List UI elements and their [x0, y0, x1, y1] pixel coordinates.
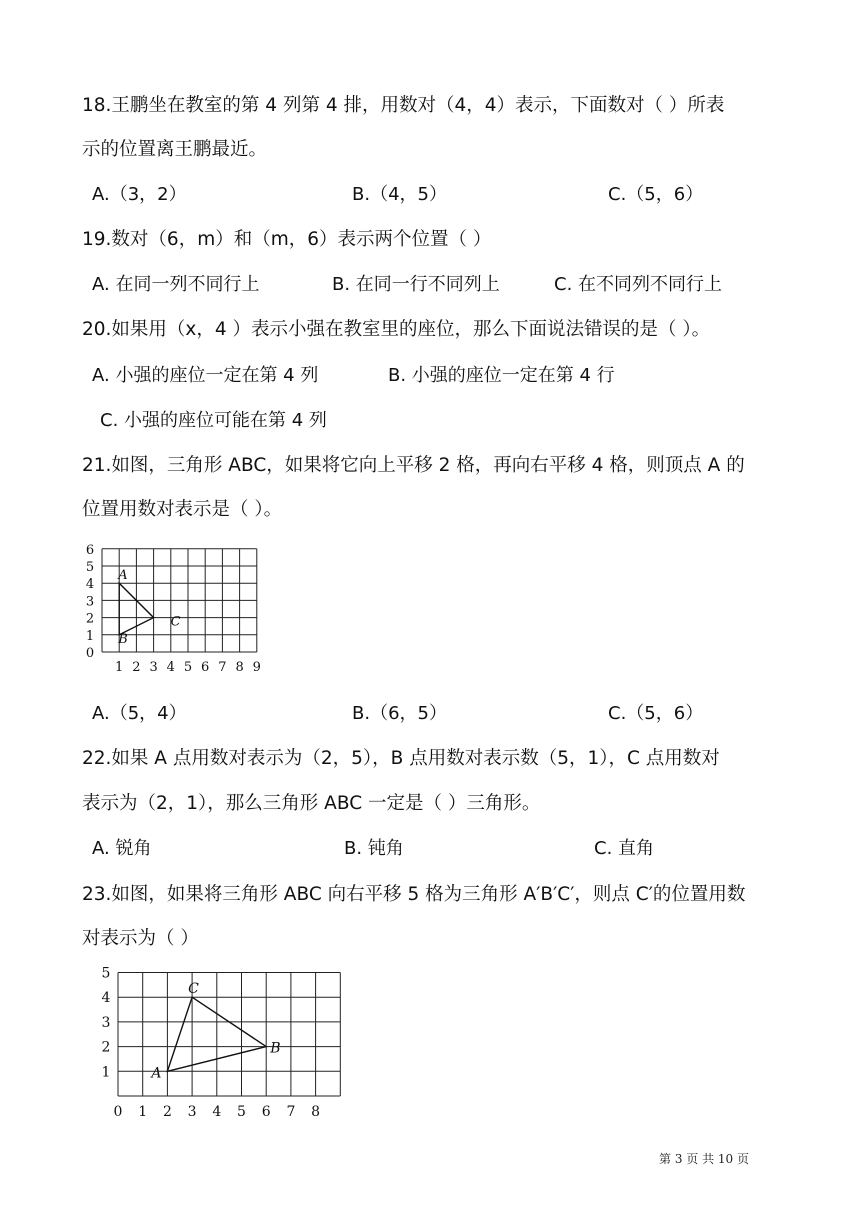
question-18-line-2: 示的位置离王鹏最近。: [82, 139, 268, 160]
question-20-option-c[interactable]: C. 小强的座位可能在第 4 列: [100, 410, 327, 431]
question-18-option-c[interactable]: C.（5，6）: [608, 184, 704, 205]
x-tick-label: 6: [261, 1104, 271, 1120]
x-tick-label: 2: [162, 1104, 172, 1120]
y-tick-label: 4: [85, 577, 95, 593]
vertex-label-c: C: [188, 981, 199, 998]
x-tick-label: 9: [252, 660, 261, 675]
x-tick-label: 4: [166, 660, 175, 675]
question-22-line-1: 22.如果 A 点用数对表示为（2，5），B 点用数对表示数（5，1），C 点用数对: [82, 748, 720, 769]
question-19-option-c[interactable]: C. 在不同列不同行上: [554, 274, 723, 295]
question-18-line-1: 18.王鹏坐在教室的第 4 列第 4 排，用数对（4，4）表示，下面数对（ ）所表: [82, 95, 725, 116]
question-20-option-a[interactable]: A. 小强的座位一定在第 4 列: [92, 365, 319, 386]
question-19-option-a[interactable]: A. 在同一列不同行上: [92, 274, 260, 295]
question-19-option-b[interactable]: B. 在同一行不同列上: [332, 274, 500, 295]
question-18-option-a[interactable]: A.（3，2）: [92, 184, 187, 205]
x-tick-label: 5: [237, 1104, 246, 1120]
y-tick-label: 5: [101, 965, 111, 982]
question-22-line-2: 表示为（2，1），那么三角形 ABC 一定是（ ）三角形。: [82, 793, 541, 814]
page-footer: 第 3 页 共 10 页: [659, 1152, 749, 1166]
question-22-option-c[interactable]: C. 直角: [594, 838, 655, 859]
question-23-line-2: 对表示为（ ）: [82, 928, 199, 949]
question-21-option-a[interactable]: A.（5，4）: [92, 703, 187, 724]
x-tick-label: 3: [187, 1104, 197, 1120]
x-tick-label: 7: [218, 660, 227, 675]
vertex-label-a: A: [118, 568, 128, 584]
question-21-line-1: 21.如图，三角形 ABC，如果将它向上平移 2 格，再向右平移 4 格，则顶点 A 的: [82, 455, 745, 476]
x-tick-label: 8: [311, 1104, 321, 1120]
question-23-coordinate-grid: [98, 960, 348, 1124]
vertex-label-b: B: [118, 631, 128, 647]
x-tick-label: 2: [132, 660, 141, 675]
x-tick-label: 3: [149, 660, 158, 675]
question-21-coordinate-grid: [80, 544, 270, 686]
vertex-label-a: A: [151, 1065, 162, 1082]
question-21-option-c[interactable]: C.（5，6）: [608, 703, 704, 724]
y-tick-label: 2: [101, 1039, 111, 1056]
vertex-label-b: B: [270, 1040, 281, 1057]
y-tick-label: 5: [85, 560, 95, 575]
x-tick-label: 6: [201, 660, 210, 675]
x-tick-label: 8: [235, 660, 244, 675]
question-23-line-1: 23.如图，如果将三角形 ABC 向右平移 5 格为三角形 A′B′C′，则点 C′的位置用数: [82, 884, 746, 905]
y-tick-label: 1: [101, 1064, 111, 1081]
question-18-option-b[interactable]: B.（4，5）: [352, 184, 447, 205]
x-tick-label: 7: [286, 1104, 296, 1120]
y-tick-label: 3: [101, 1014, 111, 1031]
question-20-line-1: 20.如果用（x，4 ）表示小强在教室里的座位，那么下面说法错误的是（ ）。: [82, 319, 711, 340]
question-21-option-b[interactable]: B.（6，5）: [352, 703, 447, 724]
question-21-line-2: 位置用数对表示是（ ）。: [82, 499, 283, 520]
x-tick-label: 1: [115, 660, 124, 675]
y-tick-label: 1: [85, 628, 95, 644]
question-22-option-a[interactable]: A. 锐角: [92, 838, 152, 859]
y-tick-label: 0: [85, 646, 95, 661]
y-tick-label: 4: [101, 990, 111, 1007]
question-22-option-b[interactable]: B. 钝角: [344, 838, 404, 859]
y-tick-label: 2: [85, 611, 95, 627]
x-tick-label: 1: [138, 1104, 148, 1120]
x-tick-label: 0: [113, 1104, 123, 1120]
question-19-line-1: 19.数对（6，m）和（m，6）表示两个位置（ ）: [82, 229, 492, 250]
y-tick-label: 3: [85, 594, 95, 610]
question-20-option-b[interactable]: B. 小强的座位一定在第 4 行: [388, 365, 615, 386]
x-tick-label: 5: [183, 660, 193, 675]
vertex-label-c: C: [170, 614, 181, 630]
x-tick-label: 4: [212, 1104, 222, 1120]
y-tick-label: 6: [85, 544, 95, 558]
